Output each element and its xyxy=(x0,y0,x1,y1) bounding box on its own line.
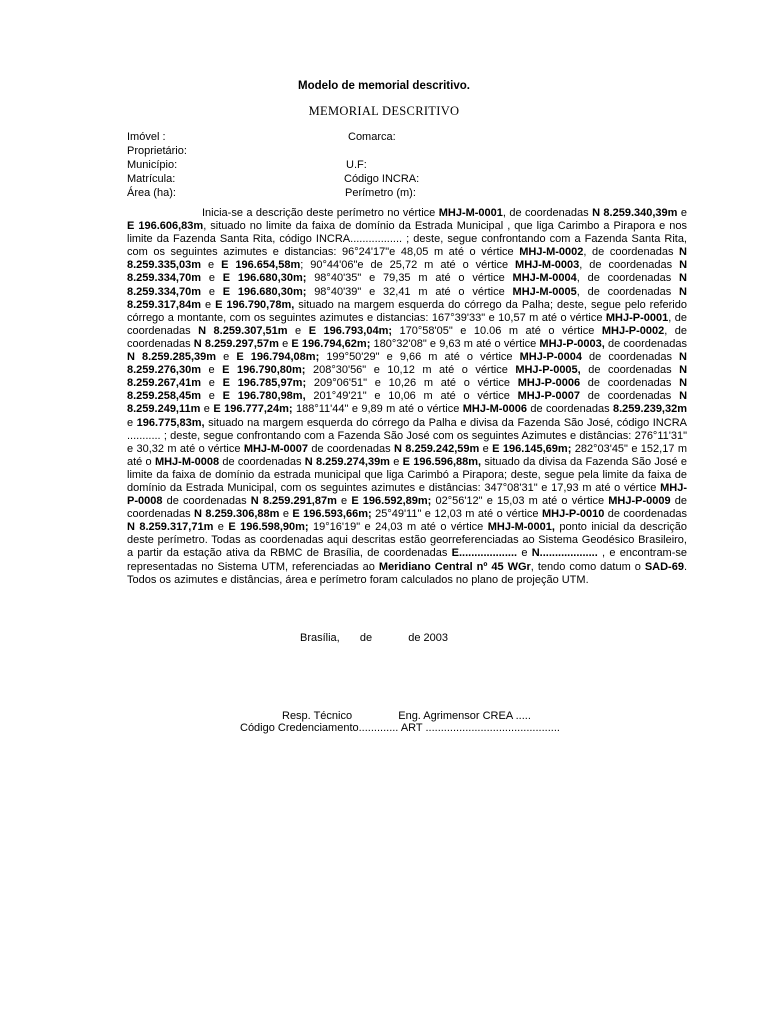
bold-segment: Meridiano Central nº 45 WGr xyxy=(378,560,531,573)
property-fields xyxy=(127,130,647,200)
bold-segment: MHJ-M-0001, xyxy=(487,521,555,534)
resp-tecnico: Resp. Técnico xyxy=(282,710,353,722)
bold-segment: E 196.145,69m; xyxy=(492,442,572,455)
art-number: ART ............................................ xyxy=(400,722,560,734)
text-segment: e xyxy=(216,351,237,364)
text-segment: 209°06'51" e 10,26 m até o vértice xyxy=(306,377,518,390)
bold-segment: SAD-69 xyxy=(644,560,684,573)
date-de: de xyxy=(359,632,373,644)
bold-segment: 196.775,83m, xyxy=(136,416,205,429)
text-segment: de coordenadas xyxy=(526,403,613,416)
bold-segment: E 196.793,04m; xyxy=(308,324,393,337)
bold-segment: E 196.794,08m; xyxy=(236,351,320,364)
bold-segment: MHJ-P-0009 xyxy=(608,495,671,508)
text-segment: de coordenadas xyxy=(580,377,680,390)
text-segment: situado na margem esquerda do córrego da Palha e divisa da Fazenda São José, código INCRA ........... ; deste, segue confrontando com a Fazenda São José com os seguintes Azimutes e distâncias: 276°11'31" e 30,32 m até o vértice xyxy=(127,416,687,455)
text-segment: 199°50'29" e 9,66 m até o vértice xyxy=(319,351,520,364)
text-segment: 282°03'45" e 152,17 m até o xyxy=(127,442,687,468)
field-municipio: Município: xyxy=(127,159,178,171)
text-segment: , de coordenadas xyxy=(502,207,593,219)
bold-segment: N 8.259.335,03m xyxy=(127,246,687,272)
text-segment: de coordenadas xyxy=(219,455,305,468)
text-segment: 25°49'11" e 12,03 m até o vértice xyxy=(371,508,542,521)
bold-segment: E 196.596,88m, xyxy=(402,455,482,468)
field-row xyxy=(127,172,647,186)
bold-segment: MHJ-P-0007 xyxy=(517,390,580,403)
text-segment: , e encontram-se representadas no Sistema UTM, referenciadas ao xyxy=(127,547,688,573)
text-segment: , de coordenadas xyxy=(127,311,687,337)
bold-segment: E 196.598,90m; xyxy=(228,521,309,534)
bold-segment: N 8.259.317,71m xyxy=(127,521,214,534)
bold-segment: N 8.259.317,84m xyxy=(127,285,687,311)
bold-segment: E 196.794,62m; xyxy=(291,337,371,350)
text-segment: 170°58'05" e 10.06 m até o vértice xyxy=(392,324,602,337)
text-segment: de coordenadas xyxy=(604,508,688,521)
field-uf: U.F: xyxy=(346,159,367,171)
bold-segment: MHJ-P-0010 xyxy=(541,508,605,521)
text-segment: de coordenadas xyxy=(127,495,687,521)
bold-segment: MHJ-M-0001 xyxy=(438,207,503,219)
text-segment: e xyxy=(201,285,223,298)
text-segment: , de coordenadas xyxy=(127,324,688,350)
date-line xyxy=(300,632,448,644)
text-segment: , situado no limite da faixa de domínio da Estrada Municipal , que liga Carimbo a Pirapora e nos limite da Fazenda Santa Rita, código INCRA................. ; deste, segue confrontando com a Fazenda Santa Rita, com os seguintes azimutes e distancias: 96°24'17"e 48,05 m até o vértice xyxy=(127,220,687,259)
description-body xyxy=(127,207,687,587)
bold-segment: N 8.259.285,39m xyxy=(127,351,217,364)
text-segment: 188°11'44" e 9,89 m até o vértice xyxy=(292,403,463,416)
document-heading: Modelo de memorial descritivo. xyxy=(298,80,470,92)
text-segment: 201°49'21" e 10,06 m até o vértice xyxy=(305,390,518,403)
bold-segment: N 8.259.267,41m xyxy=(127,364,688,390)
text-segment: situado na margem esquerda do córrego da Palha; deste, segue pelo referido córrego a montante, com os seguintes azimutes e distancias: 167°39'33" e 10,57 m até o vértice xyxy=(127,298,687,324)
text-segment: e xyxy=(201,364,223,377)
text-segment: , de coordenadas xyxy=(576,272,680,285)
text-segment: 208°30'56" e 10,12 m até o vértice xyxy=(305,364,516,377)
bold-segment: MHJ-P-0006 xyxy=(517,377,581,390)
text-segment: e xyxy=(279,508,293,521)
text-segment: e xyxy=(479,442,493,455)
bold-segment: N 8.259.340,39m xyxy=(592,207,678,219)
text-segment: e xyxy=(201,377,223,390)
bold-segment: N 8.259.276,30m xyxy=(127,351,687,377)
bold-segment: N 8.259.334,70m xyxy=(127,259,688,285)
text-segment: de coordenadas xyxy=(308,442,394,455)
bold-segment: 8.259.239,32m xyxy=(613,403,688,416)
signature-line-2 xyxy=(240,722,560,734)
bold-segment: MHJ-P-0001 xyxy=(605,311,669,324)
field-matricula: Matrícula: xyxy=(127,173,176,185)
bold-segment: MHJ-P-0002 xyxy=(601,324,665,337)
text-segment: 19°16'19" e 24,03 m até o vértice xyxy=(308,521,488,534)
text-segment: 02°56'12" e 15,03 m até o vértice xyxy=(431,495,609,508)
text-segment: e xyxy=(278,337,292,350)
text-segment: e xyxy=(201,390,223,403)
date-year: de 2003 xyxy=(408,632,449,644)
text-segment: ponto inicial da descrição deste perímetro. Todas as coordenadas aqui descritas estão georreferenciadas ao Sistema Geodésico Brasileiro, a partir da estação ativa da RBMC de Brasília, de coordenadas xyxy=(127,521,688,560)
bold-segment: MHJ-P-0005, xyxy=(515,364,581,377)
text-segment: 180°32'08" e 9,63 m até o vértice xyxy=(370,337,540,350)
field-row xyxy=(127,130,647,144)
bold-segment: MHJ-M-0005 xyxy=(512,285,577,298)
bold-segment: E 196.790,78m, xyxy=(215,298,295,311)
bold-segment: E 196.680,30m; xyxy=(222,285,307,298)
text-segment: e xyxy=(201,259,222,272)
bold-segment: N 8.259.258,45m xyxy=(127,377,688,403)
text-segment: ; 90°44'06"e de 25,72 m até o vértice xyxy=(300,259,516,272)
bold-segment: E 196.785,97m; xyxy=(222,377,307,390)
bold-segment: N 8.259.274,39m xyxy=(304,455,390,468)
text-segment: 98°40'35" e 79,35 m até o vértice xyxy=(306,272,513,285)
field-imovel: Imóvel : xyxy=(127,131,166,143)
bold-segment: MHJ-M-0004 xyxy=(512,272,577,285)
bold-segment: E 196.606,83m xyxy=(127,220,204,233)
field-comarca: Comarca: xyxy=(348,131,396,143)
text-segment: . Todos os azimutes e distâncias, área e perímetro foram calculados no plano de projeção UTM. xyxy=(127,560,687,586)
bold-segment: E 196.680,30m; xyxy=(222,272,307,285)
text-segment: e xyxy=(201,298,216,311)
text-segment: , de coordenadas xyxy=(579,259,680,272)
text-segment: de coordenadas xyxy=(581,351,680,364)
bold-segment: MHJ-P-0004 xyxy=(519,351,582,364)
bold-segment: E 196.592,89m; xyxy=(351,495,432,508)
bold-segment: MHJ-M-0007 xyxy=(243,442,309,455)
field-area: Área (ha): xyxy=(127,187,176,199)
bold-segment: E 196.777,24m; xyxy=(213,403,293,416)
text-segment: e xyxy=(287,324,309,337)
text-segment: de coordenadas xyxy=(162,495,251,508)
text-segment: de coordenadas xyxy=(604,337,687,350)
text-segment: e xyxy=(389,455,403,468)
text-segment: , de coordenadas xyxy=(576,285,680,298)
text-segment: de coordenadas xyxy=(580,364,680,377)
text-segment: e xyxy=(201,272,223,285)
document-title: MEMORIAL DESCRITIVO xyxy=(308,104,460,118)
bold-segment: E 196.593,66m; xyxy=(292,508,372,521)
bold-segment: MHJ-P-0003, xyxy=(539,337,605,350)
field-row xyxy=(127,158,647,172)
text-segment: , tendo como datum o xyxy=(530,560,645,573)
text-segment: e xyxy=(677,207,687,219)
text-segment: e xyxy=(213,521,229,534)
bold-segment: MHJ-P-0008 xyxy=(127,481,687,508)
bold-segment: E 196.790,80m; xyxy=(222,364,306,377)
bold-segment: N................... xyxy=(531,547,598,560)
bold-segment: E 196.654,58m xyxy=(221,259,301,272)
eng-agrimensor-crea: Eng. Agrimensor CREA ..... xyxy=(398,710,531,722)
bold-segment: N 8.259.291,87m xyxy=(250,495,337,508)
field-row xyxy=(127,144,647,158)
bold-segment: MHJ-M-0002 xyxy=(519,246,584,259)
text-segment: e xyxy=(336,495,352,508)
signature-line-1 xyxy=(282,710,531,722)
field-perimetro: Perímetro (m): xyxy=(345,187,416,199)
bold-segment: MHJ-M-0003 xyxy=(515,259,580,272)
bold-segment: N 8.259.334,70m xyxy=(127,272,687,298)
text-segment: Inicia-se a descrição deste perímetro no vértice xyxy=(202,207,439,219)
bold-segment: N 8.259.249,11m xyxy=(127,390,688,416)
text-segment: situado da divisa da Fazenda São José e limite da faixa de domínio da estrada municipal que liga Carimbó a Pirapora; deste, segue pela limite da faixa de domínio da Estrada Municipal, com os seguintes azimutes e distâncias: 347°08'31" e 17,93 m até o vértice xyxy=(127,455,687,494)
bold-segment: MHJ-M-0006 xyxy=(462,403,527,416)
bold-segment: E................... xyxy=(451,547,518,560)
codigo-credenciamento: Código Credenciamento............. xyxy=(240,722,399,734)
bold-segment: N 8.259.297,57m xyxy=(193,337,279,350)
bold-segment: N 8.259.307,51m xyxy=(198,324,288,337)
text-segment: de coordenadas xyxy=(579,390,680,403)
text-segment: 98°40'39" e 32,41 m até o vértice xyxy=(306,285,513,298)
bold-segment: N 8.259.242,59m xyxy=(393,442,480,455)
date-city: Brasília, xyxy=(300,632,340,644)
field-codigo-incra: Código INCRA: xyxy=(344,173,420,185)
text-segment: e xyxy=(517,547,532,560)
text-segment: e xyxy=(127,416,137,429)
field-proprietario: Proprietário: xyxy=(127,145,187,157)
bold-segment: MHJ-M-0008 xyxy=(154,455,220,468)
bold-segment: E 196.780,98m, xyxy=(222,390,306,403)
bold-segment: N 8.259.306,88m xyxy=(194,508,280,521)
description-paragraph xyxy=(127,207,687,587)
field-row xyxy=(127,186,647,200)
text-segment: e xyxy=(200,403,214,416)
text-segment: , de coordenadas xyxy=(583,246,680,259)
